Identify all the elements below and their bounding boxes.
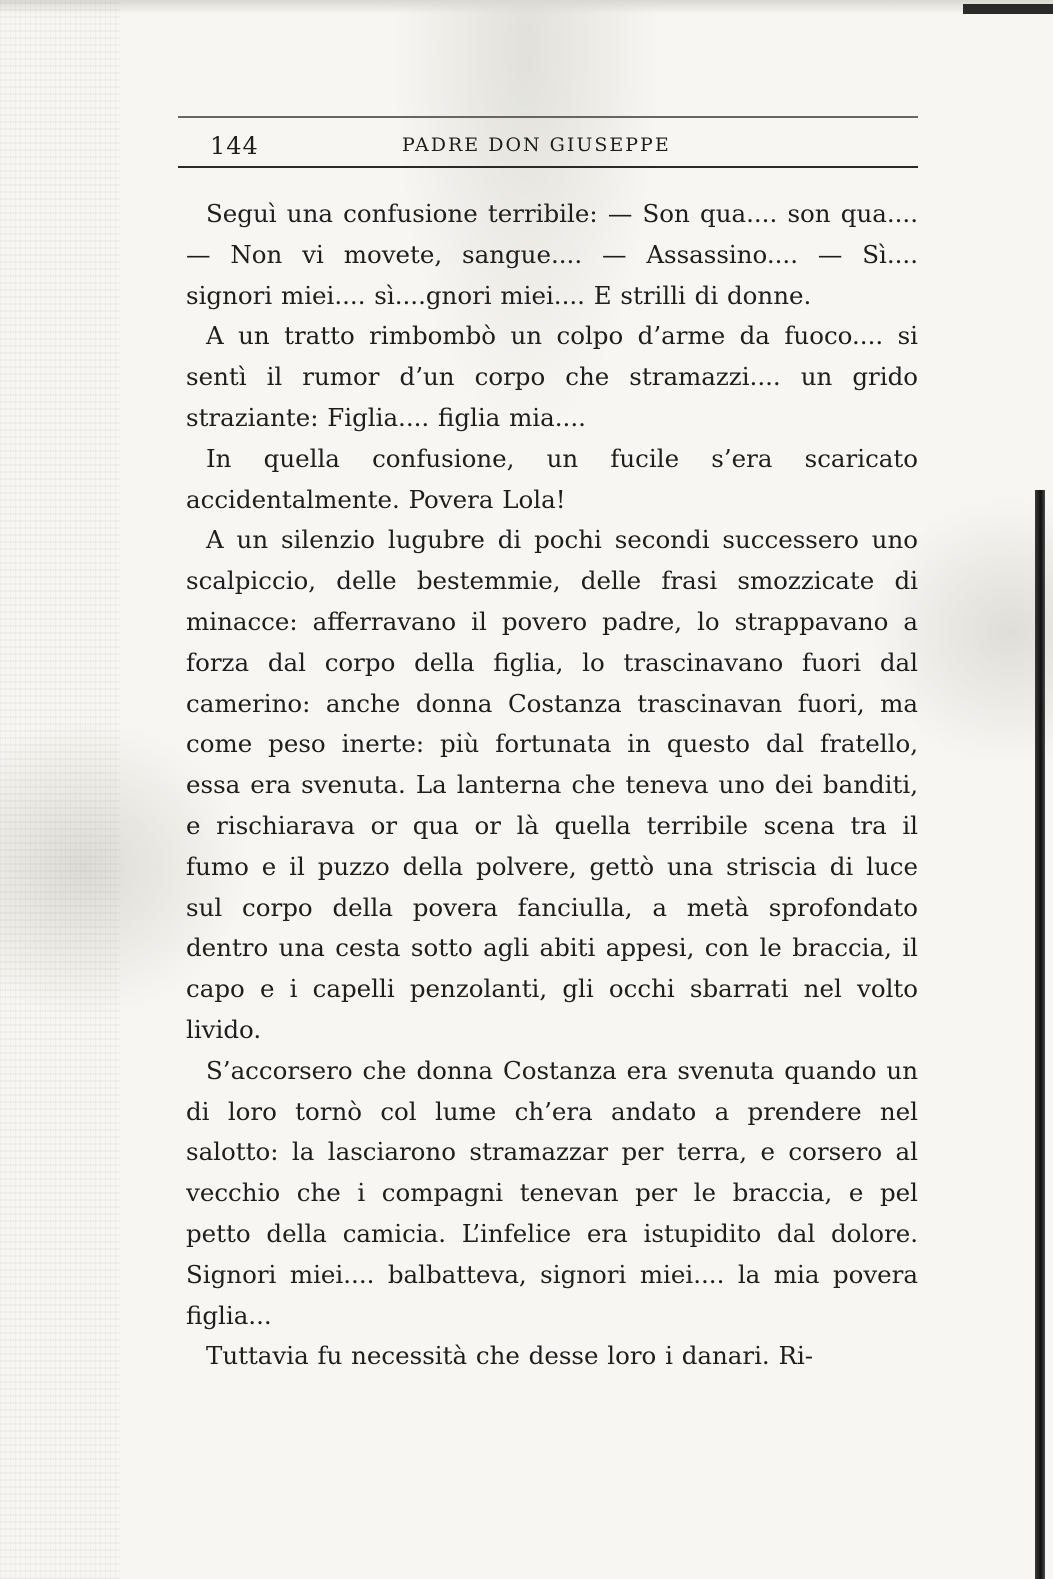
running-title: PADRE DON GIUSEPPE [402, 134, 671, 156]
header-rule-bottom [178, 166, 918, 168]
paragraph: A un tratto rimbombò un colpo d’arme da fuoco.... si sentì il rumor d’un corpo che stramazzi.... un grido straziante: Figlia.... figlia mia.... [186, 321, 918, 432]
running-header [182, 126, 916, 166]
body-text [186, 194, 918, 1377]
binding-shadow [1035, 490, 1045, 1579]
paragraph: Seguì una confusione terribile: — Son qua.... son qua.... — Non vi movete, sangue.... — Assassino.... — Sì.... signori miei.... sì....gnori miei.... E strilli di donne. [186, 199, 918, 310]
scan-edge-mark [963, 4, 1053, 14]
paragraph: A un silenzio lugubre di pochi secondi successero uno scalpiccio, delle bestemmie, delle frasi smozzicate di minacce: afferravano il povero padre, lo strappavano a forza dal corpo della figlia, lo trascinavano fuori dal camerino: anche donna Costanza trascinavan fuori, ma come peso inerte: più fortunata in questo dal fratello, essa era svenuta. La lanterna che teneva uno dei banditi, e rischiarava or qua or là quella terribile scena tra il fumo e il puzzo della polvere, gettò una striscia di luce sul corpo della povera fanciulla, a metà sprofondato dentro una cesta sotto agli abiti appesi, con le braccia, il capo e i capelli penzolanti, gli occhi sbarrati nel volto livido. [186, 525, 918, 1044]
page-top-edge [0, 0, 1053, 14]
paragraph: S’accorsero che donna Costanza era svenuta quando un di loro tornò col lume ch’era andato a prendere nel salotto: la lasciarono stramazzar per terra, e corsero al vecchio che i compagni tenevan per le braccia, e pel petto della camicia. L’infelice era istupidito dal dolore. Signori miei.... balbatteva, signori miei.... la mia povera figlia... [186, 1055, 918, 1330]
page-number: 144 [210, 132, 259, 160]
paragraph: Tuttavia fu necessità che desse loro i danari. Ri- [206, 1341, 814, 1371]
paragraph: In quella confusione, un fucile s’era scaricato accidentalmente. Povera Lola! [186, 443, 918, 514]
scan-speckle [0, 0, 120, 1579]
header-rule-top [178, 116, 918, 118]
